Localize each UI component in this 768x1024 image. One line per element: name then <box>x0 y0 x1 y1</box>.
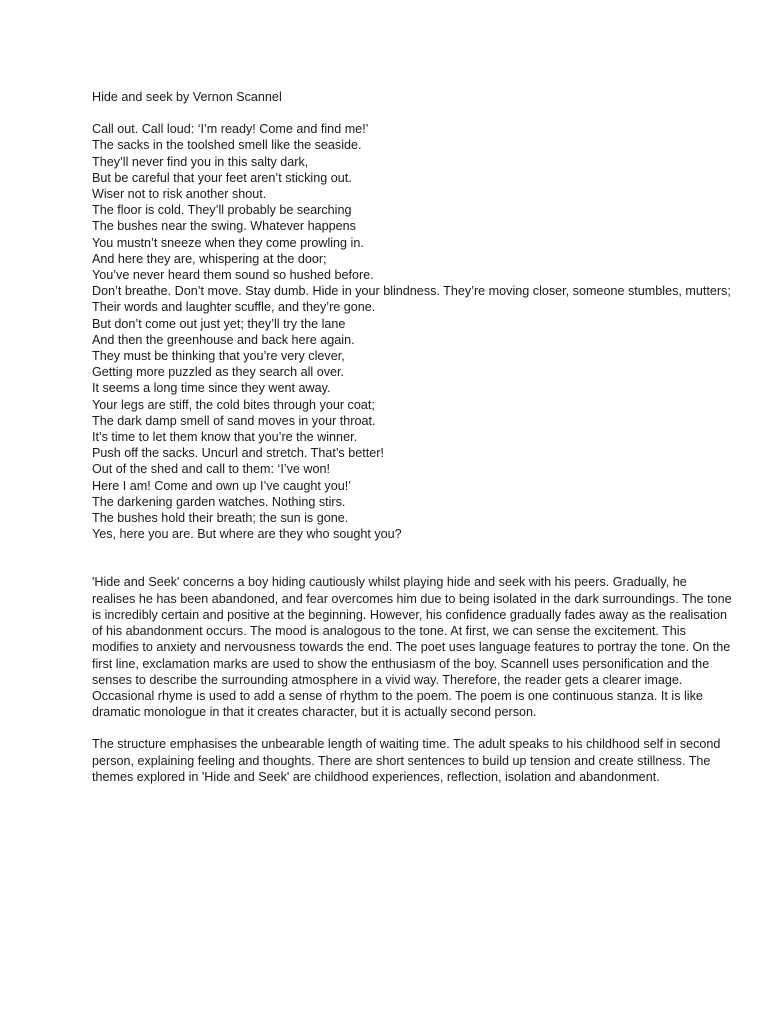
poem-line: The floor is cold. They’ll probably be searching <box>92 203 352 218</box>
poem-line: Here I am! Come and own up I’ve caught you!’ <box>92 478 352 493</box>
poem-line: The darkening garden watches. Nothing stirs. <box>92 494 346 509</box>
poem-line: The sacks in the toolshed smell like the seaside. <box>92 138 362 153</box>
document-page <box>92 89 732 801</box>
poem <box>92 121 732 542</box>
poem-line: Getting more puzzled as they search all over. <box>92 365 345 380</box>
analysis-section <box>92 574 732 784</box>
poem-line: It seems a long time since they went away. <box>92 381 331 396</box>
poem-line: Out of the shed and call to them: ‘I’ve won! <box>92 462 331 477</box>
poem-line: And then the greenhouse and back here again. <box>92 332 355 347</box>
poem-line: Yes, here you are. But where are they who sought you? <box>92 527 402 542</box>
document-title: Hide and seek by Vernon Scannel <box>92 90 282 104</box>
poem-line: Their words and laughter scuffle, and they’re gone. <box>92 300 376 315</box>
poem-line: Wiser not to risk another shout. <box>92 187 267 202</box>
poem-line: Push off the sacks. Uncurl and stretch. That’s better! <box>92 446 384 461</box>
poem-line: The bushes hold their breath; the sun is gone. <box>92 511 349 526</box>
poem-line: Don’t breathe. Don’t move. Stay dumb. Hide in your blindness. They’re moving closer, someone stumbles, mutters; <box>92 284 731 299</box>
poem-line: You’ve never heard them sound so hushed before. <box>92 268 374 283</box>
poem-line: The dark damp smell of sand moves in your throat. <box>92 413 376 428</box>
poem-line: Call out. Call loud: ‘I’m ready! Come and find me!’ <box>92 122 369 137</box>
poem-line: They must be thinking that you’re very clever, <box>92 349 345 364</box>
poem-line: It’s time to let them know that you’re the winner. <box>92 430 358 445</box>
analysis-paragraph: The structure emphasises the unbearable length of waiting time. The adult speaks to his childhood self in second person, explaining feeling and thoughts. There are short sentences to build up tension and create stillness. The themes explored in 'Hide and Seek' are childhood experiences, reflection, isolation and abandonment. <box>92 737 721 784</box>
analysis-paragraph: 'Hide and Seek' concerns a boy hiding cautiously whilst playing hide and seek with his peers. Gradually, he realises he has been abandoned, and fear overcomes him due to being isolated in the dark surroundings. The tone is incredibly certain and positive at the beginning. However, his confidence gradually fades away as the realisation of his abandonment occurs. The mood is analogous to the tone. At first, we can sense the excitement. This modifies to anxiety and nervousness towards the end. The poet uses language features to portray the tone. On the first line, exclamation marks are used to show the enthusiasm of the boy. Scannell uses personification and the senses to describe the surrounding atmosphere in a vivid way. Therefore, the reader gets a clearer image. Occasional rhyme is used to add a sense of rhythm to the poem. The poem is one continuous stanza. It is like dramatic monologue in that it creates character, but it is actually second person. <box>92 575 732 720</box>
poem-line: But be careful that your feet aren’t sticking out. <box>92 170 352 185</box>
poem-line: Your legs are stiff, the cold bites through your coat; <box>92 397 375 412</box>
poem-line: And here they are, whispering at the door; <box>92 251 327 266</box>
poem-line: You mustn’t sneeze when they come prowling in. <box>92 235 364 250</box>
poem-line: But don’t come out just yet; they’ll try the lane <box>92 316 346 331</box>
poem-line: They’ll never find you in this salty dark, <box>92 154 309 169</box>
poem-line: The bushes near the swing. Whatever happens <box>92 219 356 234</box>
